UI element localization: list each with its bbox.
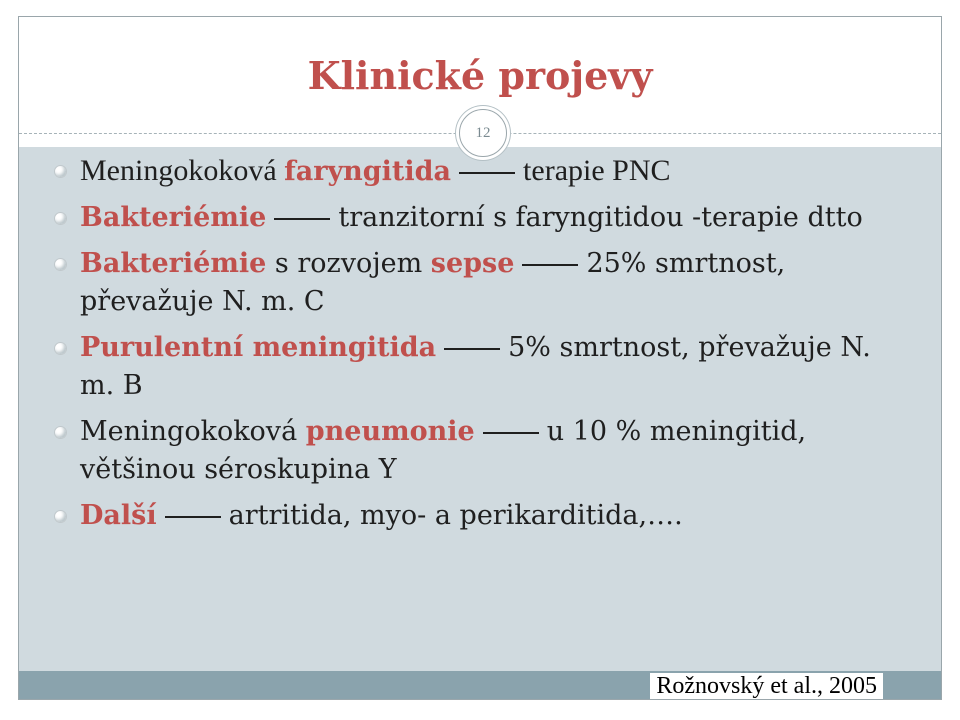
highlighted-term: pneumonie [305, 416, 475, 447]
em-dash [165, 516, 221, 518]
bullet-item [60, 245, 890, 321]
bullet-text: artritida, myo- a perikarditida,…. [228, 500, 683, 531]
bullet-text: 25% smrtnost, převažuje N. m. C [80, 248, 786, 317]
bullet-text: Meningokoková [80, 416, 306, 447]
em-dash [522, 264, 578, 266]
bullet-item [60, 152, 890, 191]
bullet-item [60, 497, 890, 535]
highlighted-term: sepse [430, 248, 515, 279]
em-dash [274, 218, 330, 220]
footer-bar [19, 671, 941, 700]
bullet-text: s rozvojem [266, 248, 431, 279]
bullet-item [60, 413, 890, 489]
em-dash [483, 432, 539, 434]
bullet-list [60, 152, 890, 543]
em-dash [444, 348, 500, 350]
em-dash [459, 172, 515, 174]
highlighted-term: Bakteriémie [80, 202, 267, 233]
bullet-item [60, 329, 890, 405]
slide-title: Klinické projevy [307, 53, 653, 98]
highlighted-term: Bakteriémie [80, 248, 267, 279]
bullet-text: tranzitorní s faryngitidou -terapie dtto [338, 202, 863, 233]
bullet-item [60, 199, 890, 237]
page-number-badge: 12 [459, 109, 507, 157]
bullet-text: Meningokoková [80, 154, 285, 187]
highlighted-term: faryngitida [284, 156, 452, 187]
highlighted-term: Purulentní meningitida [80, 332, 437, 363]
bullet-text: u 10 % meningitid, většinou séroskupina Y [80, 416, 807, 485]
citation: Rožnovský et al., 2005 [650, 673, 883, 699]
highlighted-term: Další [80, 500, 157, 531]
bullet-text: terapie PNC [523, 154, 671, 187]
bullet-text: 5% smrtnost, převažuje N. m. B [80, 332, 871, 401]
